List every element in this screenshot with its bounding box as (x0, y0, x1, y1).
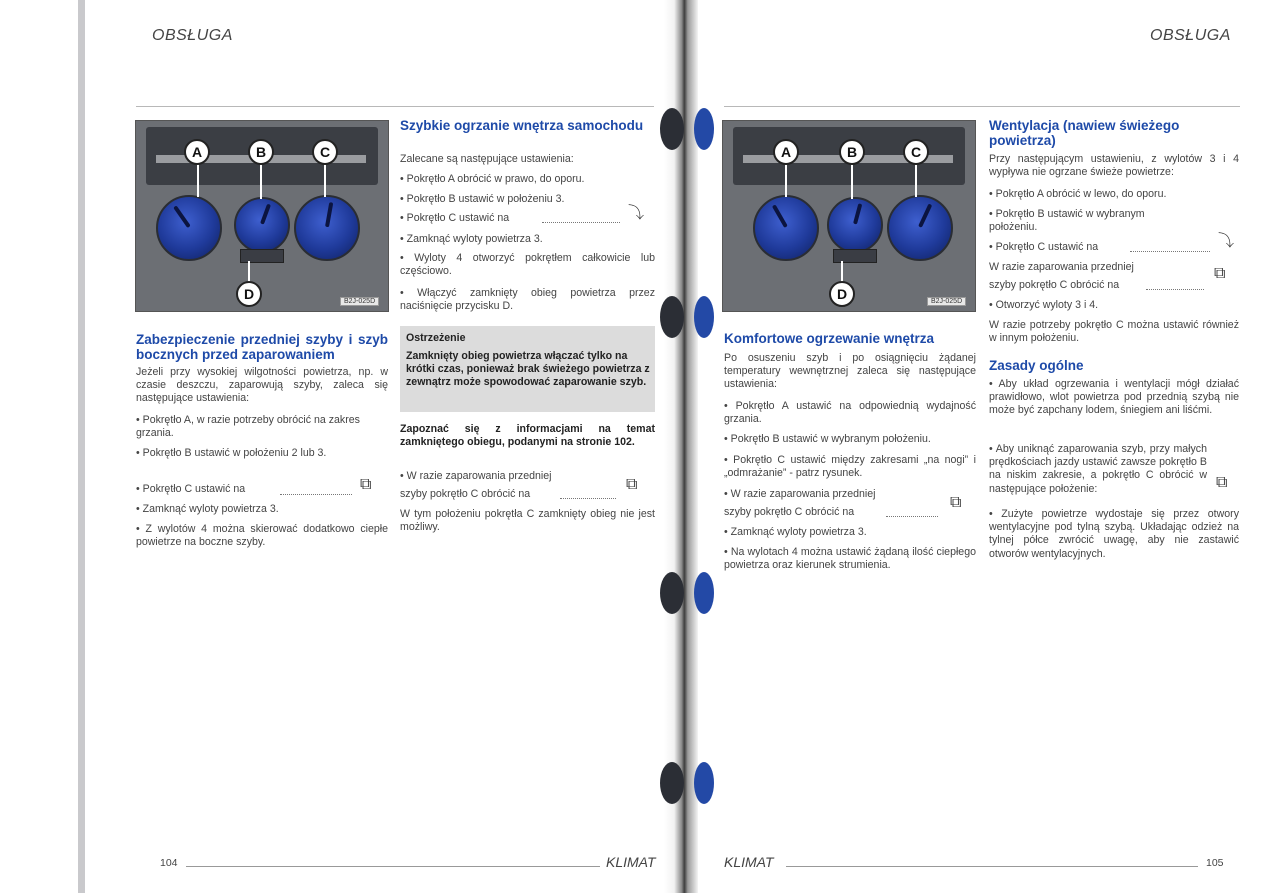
callout-b: B (248, 139, 274, 165)
section-intro: Jeżeli przy wysokiej wilgotności powietrza, np. w czasie deszczu, zaparowują szyby, zaleca się następujące ustawienia: (136, 366, 388, 405)
section-title: Wentylacja (nawiew świeżego powietrza) (989, 118, 1180, 148)
leader-dots (280, 494, 352, 495)
warning-box (400, 326, 655, 412)
binder-ring (694, 762, 714, 804)
binder-ring (694, 572, 714, 614)
feet-vent-icon: ⤵ (628, 205, 645, 222)
recirculation-button (833, 249, 877, 263)
leader-dots (560, 498, 616, 499)
section-title: Szybkie ogrzanie wnętrza samochodu (400, 118, 644, 133)
header-rule (724, 106, 1240, 107)
air-distribution-knob (887, 195, 953, 261)
callout-c: C (903, 139, 929, 165)
callout-b: B (839, 139, 865, 165)
callout-c: C (312, 139, 338, 165)
warning-title: Ostrzeżenie (406, 332, 466, 344)
callout-leader (197, 161, 199, 197)
section-intro: Przy następującym ustawieniu, z wylotów 3 i 4 wypływa nie ogrzane świeże powietrze: (989, 153, 1239, 179)
leader-dots (1146, 289, 1204, 290)
list-item: • Zużyte powietrze wydostaje się przez otwory wentylacyjne pod tylną szybą. Układając odzież na tylnej półce zwrócić uwagę, aby nie zastawić otworów wentylacyjnych. (989, 508, 1239, 560)
header-rule (136, 106, 654, 107)
section-title: Zabezpieczenie przedniej szyby i szyb bocznych przed zaparowaniem (136, 332, 388, 362)
callout-d: D (829, 281, 855, 307)
page-header: OBSŁUGA (1150, 27, 1231, 44)
temperature-knob (156, 195, 222, 261)
footer-title: KLIMAT (606, 854, 656, 870)
footer-title: KLIMAT (724, 854, 774, 870)
temperature-knob (753, 195, 819, 261)
list-item: • Pokrętło B ustawić w wybranym położeniu. (724, 433, 931, 445)
section-intro: Zalecane są następujące ustawienia: (400, 153, 574, 165)
list-item: • Z wylotów 4 można skierować dodatkowo ciepłe powietrze na boczne szyby. (136, 523, 388, 549)
list-item: W razie zaparowania przedniej (989, 261, 1134, 273)
defrost-icon: ⧉ (626, 476, 638, 493)
list-item: • Zamknąć wyloty powietrza 3. (136, 503, 279, 515)
list-item: • Pokrętło A, w razie potrzeby obrócić na zakres grzania. (136, 414, 360, 440)
callout-d: D (236, 281, 262, 307)
binder-ring (660, 762, 684, 804)
list-item: • Pokrętło A obrócić w lewo, do oporu. (989, 188, 1167, 200)
callout-leader (915, 161, 917, 197)
list-item: • Zamknąć wyloty powietrza 3. (400, 233, 543, 245)
list-item: • Aby uniknąć zaparowania szyb, przy małych prędkościach jazdy ustawić zawsze pokrętło B na niskim zakresie, a pokrętło C obrócić w następujące położenie: (989, 443, 1207, 495)
feet-vent-icon: ⤵ (1218, 233, 1235, 250)
page-header: OBSŁUGA (152, 27, 233, 44)
binder-ring (660, 108, 684, 150)
page-number: 105 (1206, 857, 1224, 869)
binder-ring (694, 296, 714, 338)
figure-code: B2J-025D (927, 297, 966, 306)
defrost-icon: ⧉ (1214, 265, 1226, 282)
defrost-icon: ⧉ (950, 494, 962, 511)
list-item: • Włączyć zamknięty obieg powietrza przez naciśnięcie przycisku D. (400, 287, 655, 313)
binder-ring (660, 296, 684, 338)
callout-leader (260, 161, 262, 199)
closing-text: W tym położeniu pokrętła C zamknięty obieg nie jest możliwy. (400, 508, 655, 534)
leader-dots (542, 222, 620, 223)
footer-rule (186, 866, 600, 867)
defrost-icon: ⧉ (1216, 474, 1228, 491)
list-item: • Pokrętło C ustawić na (136, 483, 246, 495)
binder-ring (660, 572, 684, 614)
recirculation-button (240, 249, 284, 263)
leader-dots (886, 516, 938, 517)
list-item: • Pokrętło A ustawić na odpowiednią wydajność grzania. (724, 400, 976, 426)
page-edge (78, 0, 85, 893)
list-item: • Wyloty 4 otworzyć pokrętłem całkowicie lub częściowo. (400, 252, 655, 278)
callout-a: A (773, 139, 799, 165)
callout-leader (785, 161, 787, 197)
callout-leader (324, 161, 326, 197)
list-item: W razie potrzeby pokrętło C można ustawić również w innym położeniu. (989, 319, 1239, 345)
list-item: • Pokrętło C ustawić między zakresami „na nogi” i „odmrażanie” - patrz rysunek. (724, 454, 976, 480)
page-number: 104 (160, 857, 178, 869)
section-title: Komfortowe ogrzewanie wnętrza (724, 331, 935, 346)
list-item: • Pokrętło B ustawić w położeniu 3. (400, 193, 565, 205)
section-title: Zasady ogólne (989, 358, 1084, 373)
list-item: • Pokrętło A obrócić w prawo, do oporu. (400, 173, 585, 185)
figure-code: B2J-025D (340, 297, 379, 306)
list-item: szyby pokrętło C obrócić na (724, 506, 855, 518)
list-item: szyby pokrętło C obrócić na (989, 279, 1120, 291)
list-item: • Zamknąć wyloty powietrza 3. (724, 526, 867, 538)
list-item: • Otworzyć wyloty 3 i 4. (989, 299, 1099, 311)
warning-body: Zamknięty obieg powietrza włączać tylko na krótki czas, ponieważ brak świeżego powietrza z zewnątrz może spowodować zaparowanie szyb. (406, 350, 650, 388)
air-distribution-knob (294, 195, 360, 261)
list-item: • W razie zaparowania przedniej (400, 470, 552, 482)
binder-ring (694, 108, 714, 150)
list-item: • Pokrętło C ustawić na (989, 241, 1099, 253)
callout-a: A (184, 139, 210, 165)
list-item: • Pokrętło B ustawić w położeniu 2 lub 3. (136, 447, 327, 459)
footer-rule (786, 866, 1198, 867)
section-intro: Po osuszeniu szyb i po osiągnięciu żądanej temperatury wewnętrznej zaleca się następujące ustawienia: (724, 352, 976, 391)
reference-note: Zapoznać się z informacjami na temat zamkniętego obiegu, podanymi na stronie 102. (400, 423, 655, 449)
list-item: • Pokrętło C ustawić na (400, 212, 510, 224)
list-item: • Na wylotach 4 można ustawić żądaną ilość ciepłego powietrza oraz kierunek strumienia. (724, 546, 976, 572)
climate-control-photo (722, 120, 976, 312)
climate-control-photo (135, 120, 389, 312)
list-item: szyby pokrętło C obrócić na (400, 488, 531, 500)
list-item: • Pokrętło B ustawić w wybranym położeniu. (989, 208, 1145, 234)
fan-knob (827, 197, 883, 253)
list-item: • Aby układ ogrzewania i wentylacji mógł działać prawidłowo, wlot powietrza pod przednią szybą nie może być zapchany lodem, śniegiem ani liśćmi. (989, 378, 1239, 417)
leader-dots (1130, 251, 1210, 252)
list-item: • W razie zaparowania przedniej (724, 488, 876, 500)
fan-knob (234, 197, 290, 253)
defrost-icon: ⧉ (360, 476, 372, 493)
callout-leader (851, 161, 853, 199)
